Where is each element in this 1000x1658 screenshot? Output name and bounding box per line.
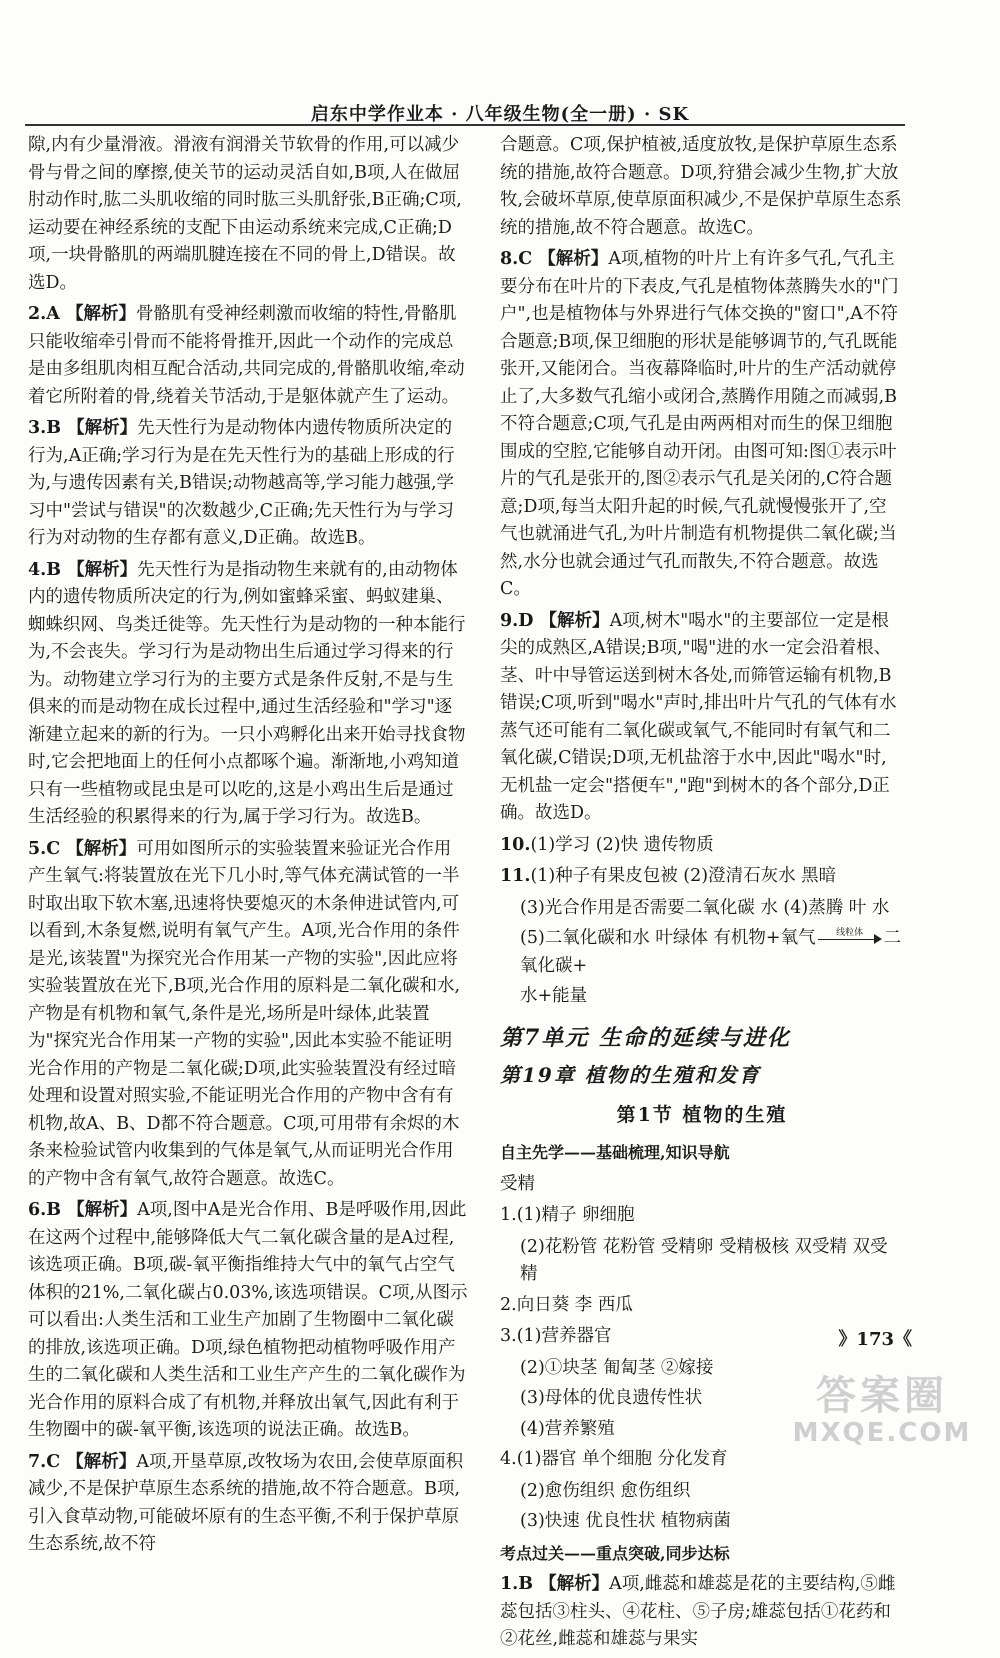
answer-item: 3.B 【解析】先天性行为是动物体内遗传物质所决定的行为,A正确;学习行为是在先天性行为的基础上形成的行为,与遗传因素有关,B错误;动物越高等,学习能力越强,学习中"尝试与错误"的次数越少,C正确;先天性行为与学习行为对动物的生存都有意义,D正确。故选B。 <box>28 418 455 548</box>
answer-subline: (3)光合作用是否需要二氧化碳 水 (4)蒸腾 叶 水 <box>520 897 890 918</box>
answer-item: 5.C 【解析】可用如图所示的实验装置来验证光合作用产生氧气:将装置放在光下几小时,等气体充满试管的一半时取出取下软木塞,迅速将快要熄灭的木条伸进试管内,可以看到,木条复燃,说明有氧气产生。A项,光合作用的条件是光,该装置"为探究光合作用某一产物的实验",因此应将实验装置放在光下,B项,光合作用的原料是二氧化碳和水,产物是有机物和氧气,条件是光,场所是叶绿体,此装置为"探究光合作用某一产物的实验",因此本实验不能证明光合作用的产物是二氧化碳;D项,此实验装置没有经过暗处理和设置对照实验,不能证明光合作用的产物中含有有机物,故A、B、D都不符合题意。C项,可用带有余烬的木条来检验试管内收集到的气体是氧气,从而证明光合作用的产物中含有氧气,故符合题意。故选C。 <box>28 838 461 1189</box>
block-title: 自主先学——基础梳理,知识导航 <box>500 1143 730 1162</box>
answer-item: 10.(1)学习 (2)快 遗传物质 <box>500 834 714 855</box>
block-title: 考点过关——重点突破,同步达标 <box>500 1543 730 1563</box>
answer-item: 11.(1)种子有果皮包被 (2)澄清石灰水 黑暗 <box>500 866 837 886</box>
page-number: 》173《 <box>838 1329 912 1350</box>
list-line: (3)母体的优良遗传性状 <box>520 1388 703 1408</box>
answer-continuation: 合题意。C项,保护植被,适度放牧,是保护草原生态系统的措施,故符合题意。D项,狩猎会减少生物,扩大放牧,会破坏草原,使草原面积减少,不是保护草原生态系统的措施,故不符合题意。故选C。 <box>500 135 902 238</box>
answer-item: 7.C 【解析】A项,开垦草原,改牧场为农田,会使草原面积减少,不是保护草原生态系统的措施,故不符合题意。B项,引入食草动物,可能破坏原有的生态平衡,不利于保护草原生态系统,故不符 <box>28 1451 464 1554</box>
list-line: (2)愈伤组织 愈伤组织 <box>520 1480 691 1501</box>
answer-item: 8.C 【解析】A项,植物的叶片上有许多气孔,气孔主要分布在叶片的下表皮,气孔是植物体蒸腾失水的"门户",也是植物体与外界进行气体交换的"窗口",A不符合题意;B项,保卫细胞的形状是能够调节的,气孔既能张开,又能闭合。当夜幕降临时,叶片的生产活动就停止了,大多数气孔缩小或闭合,蒸腾作用随之而减弱,B不符合题意;C项,气孔是由两两相对而生的保卫细胞围成的空腔,它能够自动开闭。由图可知:图①表示叶片的气孔是张开的,图②表示气孔是关闭的,C符合题意;D项,每当太阳升起的时候,气孔就慢慢张开了,空气也就涌进气孔,为叶片制造有机物提供二氧化碳;当然,水分也就会通过气孔而散失,不符合题意。故选C。 <box>500 249 899 599</box>
list-line: 4.(1)器官 单个细胞 分化发育 <box>500 1449 728 1469</box>
section-title: 第1节 植物的生殖 <box>616 1103 788 1126</box>
header-rule <box>25 124 905 126</box>
page-header <box>0 0 1000 124</box>
unit-title: 第7单元 生命的延续与进化 <box>500 1024 791 1051</box>
answer-item: 2.A 【解析】骨骼肌有受神经刺激而收缩的特性,骨骼肌只能收缩牵引骨而不能将骨推开,因此一个动作的完成总是由多组肌肉相互配合活动,共同完成的,骨骼肌收缩,牵动着它所附着的骨,绕着关节活动,于是躯体就产生了运动。 <box>28 304 465 407</box>
answer-item: 隙,内有少量滑液。滑液有润滑关节软骨的作用,可以减少骨与骨之间的摩擦,使关节的运动灵活自如,B项,人在做屈肘动作时,肱二头肌收缩的同时肱三头肌舒张,B正确;C项,运动要在神经系统的支配下由运动系统来完成,C正确;D项,一块骨骼肌的两端肌腱连接在不同的骨上,D错误。故选D。 <box>28 135 462 293</box>
list-line: 受精 <box>500 1173 535 1194</box>
list-line: (3)快速 优良性状 植物病菌 <box>520 1511 731 1531</box>
arrow-label: 线粒体 <box>836 927 864 938</box>
list-line: (2)①块茎 匍匐茎 ②嫁接 <box>520 1357 714 1378</box>
answer-subline: 水+能量 <box>520 986 588 1006</box>
answer-item: 6.B 【解析】A项,图中A是光合作用、B是呼吸作用,因此在这两个过程中,能够降低大气二氧化碳含量的是A过程,该选项正确。B项,碳-氧平衡指维持大气中的氧气占空气体积的21%,二氧化碳占0.03%,该选项错误。C项,从图示可以看出:人类生活和工业生产加剧了生物圈中二氧化碳的排放,该选项正确。D项,绿色植物把动植物呼吸作用产生的二氧化碳和人类生活和工业生产产生的二氧化碳作为光合作用的原料合成了有机物,并释放出氧气,因此有利于生物圈中的碳-氧平衡,该选项的说法正确。故选B。 <box>28 1200 468 1440</box>
list-line: 3.(1)营养器官 <box>500 1326 612 1346</box>
watermark-logo: 答案圈 MXQE.COM <box>792 1373 972 1448</box>
answer-item: 9.D 【解析】A项,树木"喝水"的主要部位一定是根尖的成熟区,A错误;B项,"喝"进的水一定会沿着根、茎、叶中导管运送到树木各处,而筛管运输有机物,B错误;C项,听到"喝水"声时,排出叶片气孔的气体有水蒸气还可能有二氧化碳或氧气,不能同时有氧气和二氧化碳,C错误;D项,无机盐溶于水中,因此"喝水"时,无机盐一定会"搭便车","跑"到树木的各个部分,D正确。故选D。 <box>500 610 897 823</box>
answer-item: 1.B 【解析】A项,雌蕊和雄蕊是花的主要结构,⑤雌蕊包括③柱头、④花柱、⑤子房;雄蕊包括①花药和②花丝,雌蕊和雄蕊与果实 <box>500 1574 896 1649</box>
answer-subline: (5)二氧化碳和水 叶绿体 有机物+氧气 线粒体 二氧化碳+ <box>500 925 904 980</box>
left-column <box>28 132 468 1563</box>
list-line: 1.(1)精子 卵细胞 <box>500 1205 635 1225</box>
chapter-title: 第19章 植物的生殖和发育 <box>500 1063 761 1087</box>
arrow-head-icon <box>874 934 882 944</box>
list-line: (2)花粉管 花粉管 受精卵 受精极核 双受精 双受精 <box>520 1236 888 1284</box>
header-title: 启东中学作业本 · 八年级生物(全一册) · SK <box>310 104 690 125</box>
reaction-arrow <box>816 927 884 946</box>
list-line: (4)营养繁殖 <box>520 1418 615 1439</box>
answer-item: 4.B 【解析】先天性行为是指动物生来就有的,由动物体内的遗传物质所决定的行为,例如蜜蜂采蜜、蚂蚁建巢、蜘蛛织网、鸟类迁徙等。先天性行为是动物的一种本能行为,不会丧失。学习行为是动物出生后通过学习得来的行为。动物建立学习行为的主要方式是条件反射,不是与生俱来的而是动物在成长过程中,通过生活经验和"学习"逐渐建立起来的新的行为。一只小鸡孵化出来开始寻找食物时,它会把地面上的任何小点都啄个遍。渐渐地,小鸡知道只有一些植物或昆虫是可以吃的,这是小鸡出生后是通过生活经验的积累得来的行为,属于学习行为。故选B。 <box>28 559 466 827</box>
list-line: 2.向日葵 李 西瓜 <box>500 1294 633 1315</box>
